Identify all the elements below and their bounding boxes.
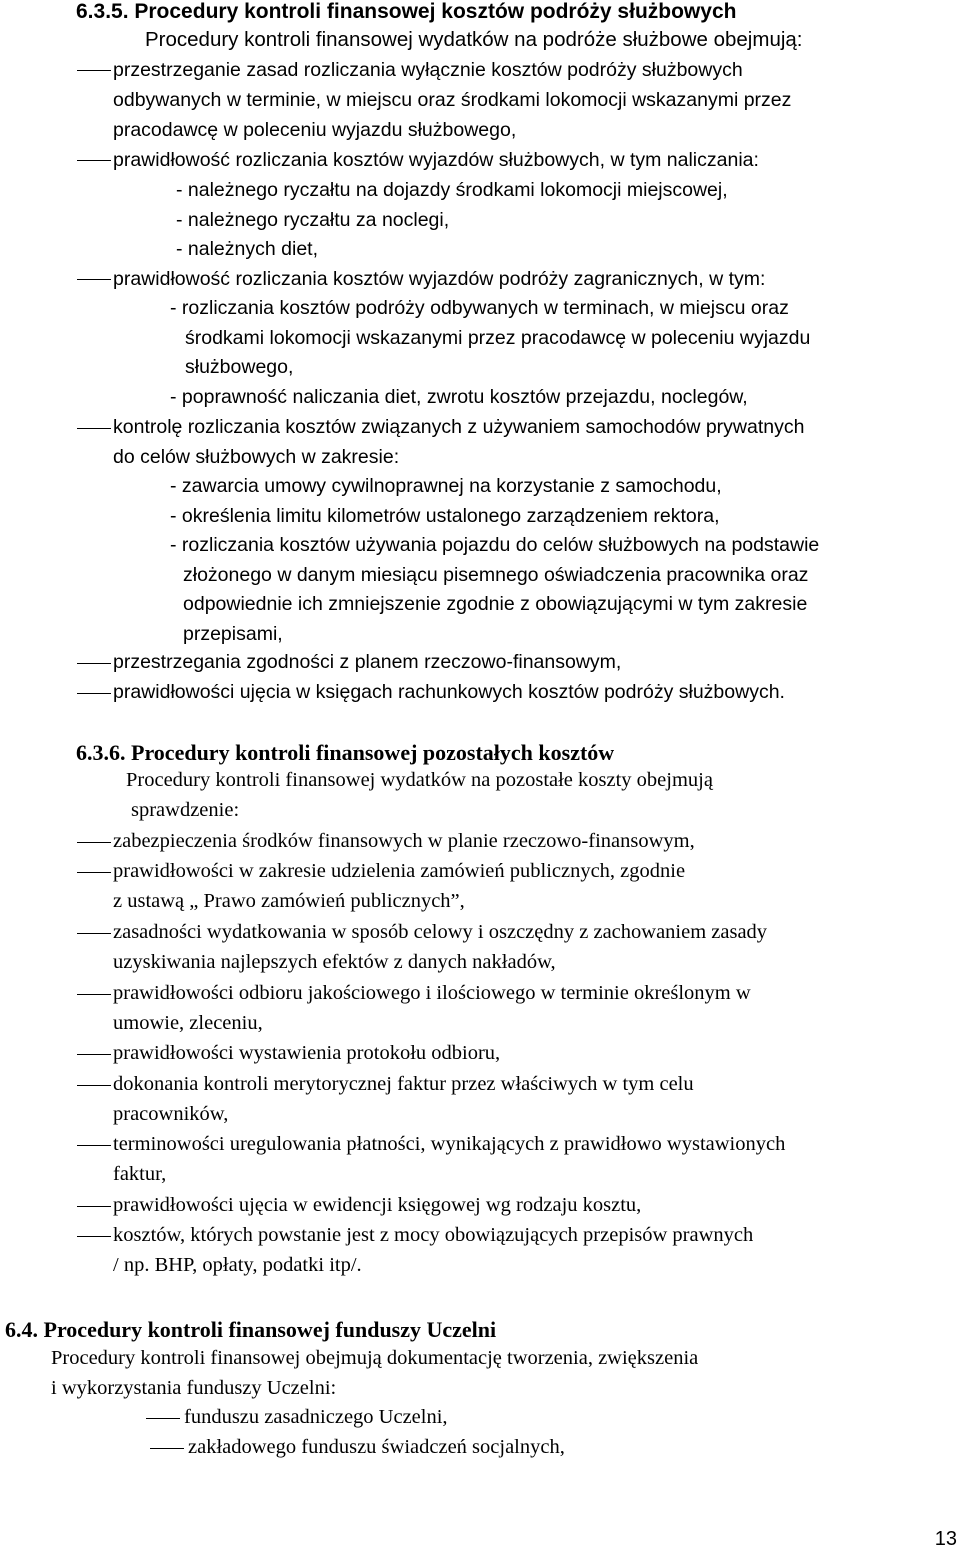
list-dash: [77, 428, 111, 429]
list-dash: [77, 933, 111, 934]
list-item: zasadności wydatkowania w sposób celowy i oszczędny z zachowaniem zasady uzyskiwania najlepszych efektów z danych nakładów,: [113, 921, 768, 973]
list-item: prawidłowości ujęcia w ewidencji księgowej wg rodzaju kosztu,: [113, 1194, 642, 1216]
list-item: prawidłowość rozliczania kosztów wyjazdów podróży zagranicznych, w tym:: [113, 268, 766, 290]
list-dash: [77, 994, 111, 995]
section-heading-6-4: 6.4. Procedury kontroli finansowej funduszy Uczelni: [5, 1317, 497, 1342]
list-dash: [77, 70, 111, 71]
list-dash: [77, 160, 111, 161]
sub-list: - rozliczania kosztów podróży odbywanych w terminach, w miejscu oraz środkami lokomocji wskazanymi przez pracodawcę w poleceniu wyjazdu służbowego, - poprawność naliczania diet, zwrotu kosztów przejazdu, noclegów,: [170, 297, 811, 408]
list-item: dokonania kontroli merytorycznej faktur przez właściwych w tym celu pracowników,: [113, 1073, 694, 1125]
list-dash: [77, 842, 111, 843]
list-dash: [146, 1418, 180, 1419]
list-dash: [77, 1206, 111, 1207]
sub-list: - należnego ryczałtu na dojazdy środkami lokomocji miejscowej, - należnego ryczałtu za noclegi, - należnych diet,: [176, 179, 728, 260]
list-dash: [77, 693, 111, 694]
list-item: terminowości uregulowania płatności, wynikających z prawidłowo wystawionych faktur,: [113, 1133, 786, 1185]
list-dash: [77, 279, 111, 280]
list-item: prawidłowość rozliczania kosztów wyjazdów służbowych, w tym naliczania:: [113, 149, 759, 171]
section-heading-6-3-5: 6.3.5. Procedury kontroli finansowej kosztów podróży służbowych: [76, 0, 737, 23]
section-intro: Procedury kontroli finansowej wydatków na pozostałe koszty obejmują sprawdzenie:: [126, 769, 713, 821]
list-item: prawidłowości odbioru jakościowego i ilościowego w terminie określonym w umowie, zleceniu,: [113, 982, 751, 1034]
list-item: prawidłowości wystawienia protokołu odbioru,: [113, 1042, 501, 1064]
list-item: kontrolę rozliczania kosztów związanych z używaniem samochodów prywatnych do celów służbowych w zakresie:: [113, 416, 805, 468]
list-item: zakładowego funduszu świadczeń socjalnych,: [188, 1436, 565, 1458]
list-item: kosztów, których powstanie jest z mocy obowiązujących przepisów prawnych / np. BHP, opłaty, podatki itp/.: [113, 1224, 754, 1276]
list-dash: [77, 872, 111, 873]
section-heading-6-3-6: 6.3.6. Procedury kontroli finansowej pozostałych kosztów: [76, 740, 615, 765]
list-item: funduszu zasadniczego Uczelni,: [184, 1406, 448, 1428]
list-item: przestrzeganie zasad rozliczania wyłącznie kosztów podróży służbowych: [113, 59, 743, 81]
page-number: 13: [934, 1528, 957, 1550]
section-intro: Procedury kontroli finansowej obejmują dokumentację tworzenia, zwiększenia i wykorzystania funduszy Uczelni:: [51, 1347, 699, 1399]
sub-list: - zawarcia umowy cywilnoprawnej na korzystanie z samochodu, - określenia limitu kilometrów ustalonego zarządzeniem rektora, - rozliczania kosztów używania pojazdu do celów służbowych na podstawie złożonego w danym miesiącu pisemnego oświadczenia pracownika oraz odpowiednie ich zmniejszenie zgodnie z obowiązującymi w tym zakresie przepisami,: [170, 475, 820, 645]
list-dash: [77, 1085, 111, 1086]
section-intro: Procedury kontroli finansowej wydatków na podróże służbowe obejmują:: [145, 28, 803, 51]
list-dash: [77, 663, 111, 664]
list-dash: [77, 1054, 111, 1055]
list-item: zabezpieczenia środków finansowych w planie rzeczowo-finansowym,: [113, 830, 695, 852]
list-item-continuation: odbywanych w terminie, w miejscu oraz środkami lokomocji wskazanymi przez pracodawcę w poleceniu wyjazdu służbowego,: [113, 89, 792, 141]
list-item: prawidłowości w zakresie udzielenia zamówień publicznych, zgodnie z ustawą „ Prawo zamówień publicznych”,: [113, 860, 686, 912]
list-dash: [77, 1236, 111, 1237]
list-item: przestrzegania zgodności z planem rzeczowo-finansowym,: [113, 651, 622, 673]
list-dash: [150, 1448, 184, 1449]
list-item: prawidłowości ujęcia w księgach rachunkowych kosztów podróży służbowych.: [113, 681, 785, 703]
list-dash: [77, 1145, 111, 1146]
